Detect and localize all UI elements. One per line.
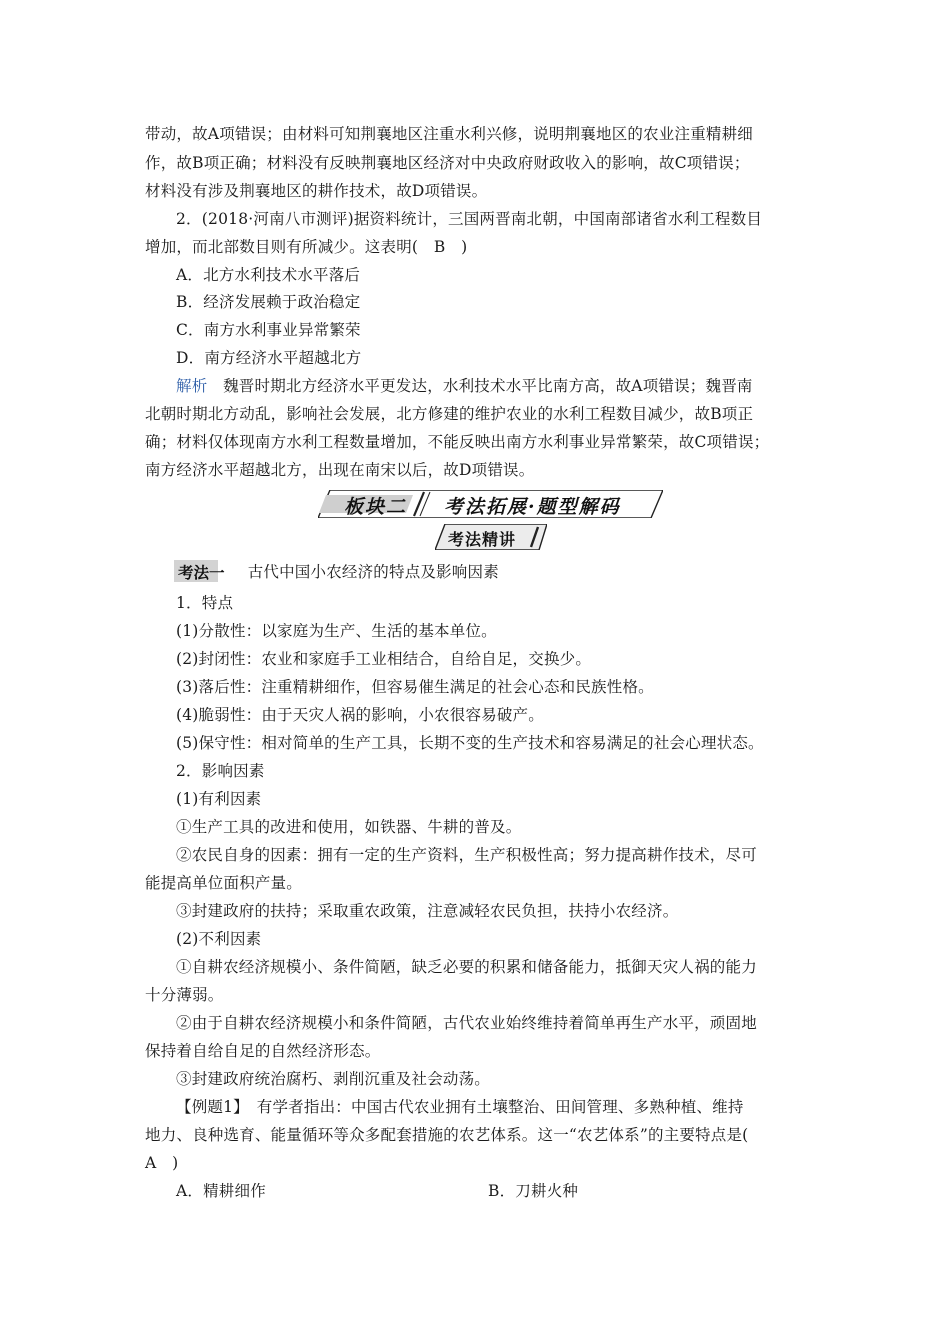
text-line: ②农民自身的因素：拥有一定的生产资料，生产积极性高；努力提高耕作技术，尽可 bbox=[176, 846, 757, 864]
text-line: ①生产工具的改进和使用，如铁器、牛耕的普及。 bbox=[176, 818, 522, 836]
example-stem: 【例题1】 有学者指出：中国古代农业拥有土壤整治、田间管理、多熟种植、维持 bbox=[176, 1098, 744, 1116]
question-2-stem: 2．(2018·河南八市测评)据资料统计，三国两晋南北朝，中国南部诸省水利工程数目 bbox=[176, 210, 763, 228]
option-b: B．经济发展赖于政治稳定 bbox=[176, 293, 361, 311]
text-line: (2)不利因素 bbox=[176, 930, 262, 948]
text-line: 材料没有涉及荆襄地区的耕作技术，故D项错误。 bbox=[145, 182, 488, 200]
text-line: ③封建政府统治腐朽、剥削沉重及社会动荡。 bbox=[176, 1070, 491, 1088]
text-line: 十分薄弱。 bbox=[145, 986, 224, 1004]
sub-banner bbox=[435, 524, 547, 550]
example-option-a: A．精耕细作 bbox=[176, 1182, 266, 1200]
method-tag bbox=[174, 560, 232, 582]
text-line: 1．特点 bbox=[176, 594, 234, 612]
analysis-line: 确；材料仅体现南方水利工程数量增加，不能反映出南方水利事业异常繁荣，故C项错误； bbox=[145, 433, 770, 451]
sub-banner-title: 考法精讲 bbox=[448, 530, 517, 549]
text-line: 作，故B项正确；材料没有反映荆襄地区经济对中央政府财政收入的影响，故C项错误； bbox=[145, 154, 750, 172]
text-line: (3)落后性：注重精耕细作，但容易催生满足的社会心态和民族性格。 bbox=[176, 678, 654, 696]
option-d: D．南方经济水平超越北方 bbox=[176, 349, 362, 367]
banner-part1: 板块二 bbox=[344, 496, 408, 518]
method-title: 古代中国小农经济的特点及影响因素 bbox=[232, 563, 499, 581]
text-line: ③封建政府的扶持；采取重农政策，注意减轻农民负担，扶持小农经济。 bbox=[176, 902, 679, 920]
text-line: 能提高单位面积产量。 bbox=[145, 874, 303, 892]
text-line: (1)有利因素 bbox=[176, 790, 262, 808]
text-line: 2．影响因素 bbox=[176, 762, 265, 780]
text-line: (2)封闭性：农业和家庭手工业相结合，自给自足，交换少。 bbox=[176, 650, 592, 668]
text-line: 带动，故A项错误；由材料可知荆襄地区注重水利兴修，说明荆襄地区的农业注重精耕细 bbox=[145, 125, 753, 143]
text-line: ②由于自耕农经济规模小和条件简陋，古代农业始终维持着简单再生产水平，顽固地 bbox=[176, 1014, 757, 1032]
option-c: C．南方水利事业异常繁荣 bbox=[176, 321, 361, 339]
example-stem: 地力、良种选育、能量循环等众多配套措施的农艺体系。这一“农艺体系”的主要特点是( bbox=[145, 1126, 749, 1144]
question-2-stem: 增加，而北部数目则有所减少。这表明( B ) bbox=[145, 238, 468, 256]
analysis-line: 南方经济水平超越北方，出现在南宋以后，故D项错误。 bbox=[145, 461, 535, 479]
banner-part2: 考法拓展·题型解码 bbox=[444, 496, 621, 518]
tag-label: 考法一 bbox=[178, 563, 225, 582]
text-line: 保持着自给自足的自然经济形态。 bbox=[145, 1042, 381, 1060]
text-line: (1)分散性：以家庭为生产、生活的基本单位。 bbox=[176, 622, 497, 640]
section-banner bbox=[318, 490, 663, 518]
text-line: (5)保守性：相对简单的生产工具，长期不变的生产技术和容易满足的社会心理状态。 bbox=[176, 734, 764, 752]
text-line: (4)脆弱性：由于天灾人祸的影响，小农很容易破产。 bbox=[176, 706, 544, 724]
text-line: ①自耕农经济规模小、条件简陋，缺乏必要的积累和储备能力，抵御天灾人祸的能力 bbox=[176, 958, 757, 976]
analysis-line: 解析 魏晋时期北方经济水平更发达，水利技术水平比南方高，故A项错误；魏晋南 bbox=[176, 377, 753, 395]
example-stem: A ) bbox=[145, 1154, 179, 1172]
example-option-b: B．刀耕火种 bbox=[488, 1182, 579, 1200]
analysis-label: 解析 bbox=[176, 377, 208, 395]
analysis-line: 北朝时期北方动乱，影响社会发展，北方修建的维护农业的水利工程数目减少，故B项正 bbox=[145, 405, 754, 423]
option-a: A．北方水利技术水平落后 bbox=[176, 266, 361, 284]
